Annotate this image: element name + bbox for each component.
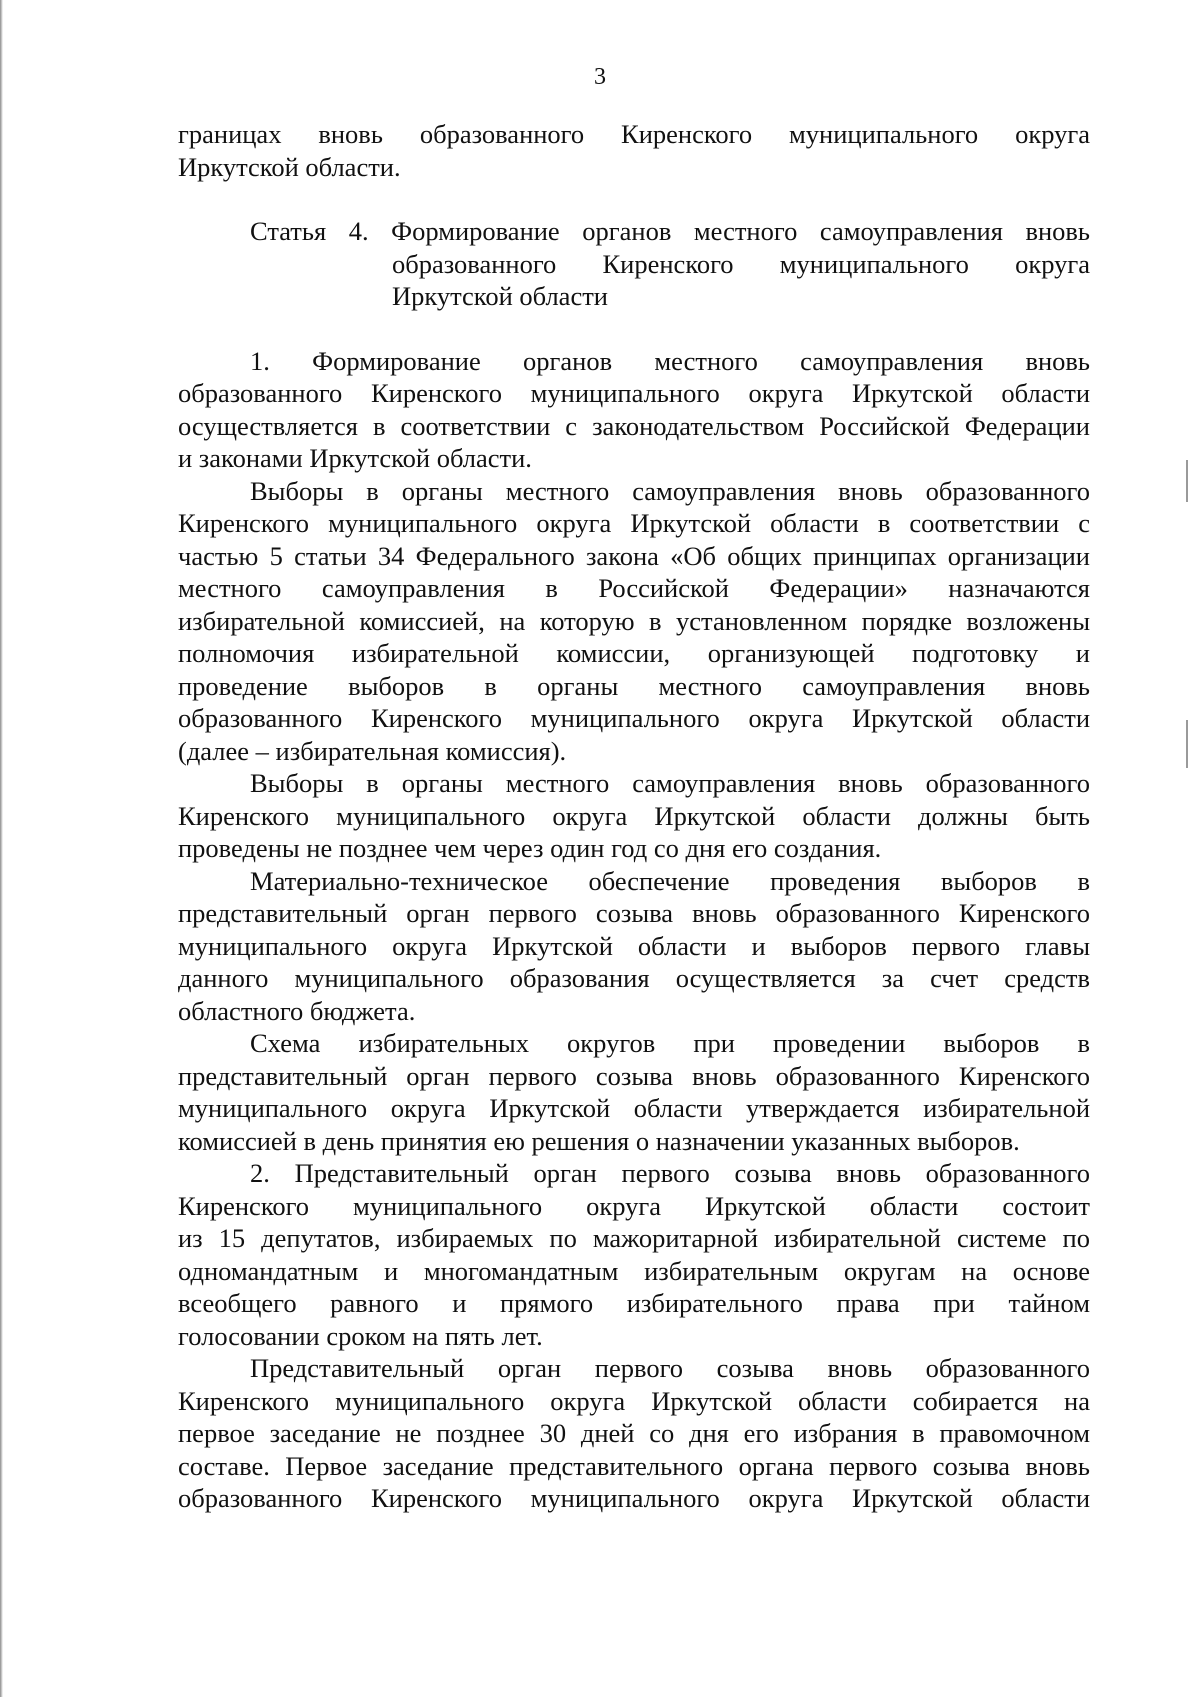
text-line: и законами Иркутской области. — [178, 443, 532, 473]
text-line: всеобщего равного и прямого избирательного права при тайном — [178, 1288, 1090, 1318]
text-line: Материально-техническое обеспечение проведения выборов в — [250, 865, 1090, 896]
text-line: Выборы в органы местного самоуправления вновь образованного — [250, 768, 1090, 798]
text-line: представительный орган первого созыва вновь образованного Киренского — [178, 1060, 1090, 1091]
text-line: (далее – избирательная комиссия). — [178, 735, 567, 766]
page-number: 3 — [594, 64, 606, 90]
text-line: образованного Киренского муниципального округа Иркутской области — [178, 1483, 1090, 1513]
text-line: Представительный орган первого созыва вновь образованного — [250, 1353, 1090, 1383]
text-line: областного бюджета. — [178, 995, 416, 1026]
paragraph-3 — [178, 767, 1090, 865]
text-line: Выборы в органы местного самоуправления вновь образованного — [250, 475, 1090, 506]
text-line: одномандатным и многомандатным избирательным округам на основе — [178, 1255, 1090, 1286]
text-line: голосовании сроком на пять лет. — [178, 1320, 543, 1351]
text-line: образованного Киренского муниципального округа Иркутской области — [178, 378, 1090, 408]
text-line: проведение выборов в органы местного самоуправления вновь — [178, 670, 1090, 701]
text-line: муниципального округа Иркутской области утверждается избирательной — [178, 1093, 1090, 1123]
scan-artifact-mark — [1186, 460, 1188, 502]
text-line: Схема избирательных округов при проведении выборов в — [250, 1028, 1090, 1058]
text-line: данного муниципального образования осуществляется за счет средств — [178, 963, 1090, 993]
text-line: Киренского муниципального округа Иркутской области состоит — [178, 1190, 1090, 1221]
paragraph-4 — [178, 865, 1090, 1028]
paragraph-7 — [178, 1352, 1090, 1515]
document-body — [178, 118, 1090, 1515]
article-heading — [178, 215, 1090, 313]
text-line: первое заседание не позднее 30 дней со дня его избрания в правомочном — [178, 1418, 1090, 1448]
article-title-line: Статья 4. Формирование органов местного самоуправления вновь — [250, 216, 1090, 246]
text-line: составе. Первое заседание представительного органа первого созыва вновь — [178, 1450, 1090, 1481]
text-line: местного самоуправления в Российской Федерации» назначаются — [178, 573, 1090, 603]
paragraph-6 — [178, 1157, 1090, 1352]
article-title-line: Иркутской области — [392, 281, 608, 311]
text-line: образованного Киренского муниципального округа Иркутской области — [178, 703, 1090, 733]
text-line: представительный орган первого созыва вновь образованного Киренского — [178, 898, 1090, 928]
text-line: 1. Формирование органов местного самоуправления вновь — [250, 345, 1090, 376]
text-line: Киренского муниципального округа Иркутской области собирается на — [178, 1385, 1090, 1416]
text-line: границах вновь образованного Киренского муниципального округа — [178, 119, 1090, 149]
text-line: Киренского муниципального округа Иркутской области в соответствии с — [178, 508, 1090, 538]
text-line: осуществляется в соответствии с законодательством Российской Федерации — [178, 410, 1090, 441]
paragraph-1 — [178, 345, 1090, 475]
text-line: избирательной комиссией, на которую в установленном порядке возложены — [178, 605, 1090, 636]
paragraph-2 — [178, 475, 1090, 768]
text-line: муниципального округа Иркутской области и выборов первого главы — [178, 930, 1090, 961]
text-line: Иркутской области. — [178, 151, 401, 182]
text-line: полномочия избирательной комиссии, организующей подготовку и — [178, 638, 1090, 668]
text-line: комиссией в день принятия ею решения о назначении указанных выборов. — [178, 1125, 1020, 1156]
article-title-line: образованного Киренского муниципального округа — [392, 248, 1090, 279]
text-line: частью 5 статьи 34 Федерального закона «Об общих принципах организации — [178, 540, 1090, 571]
text-line: проведены не позднее чем через один год со дня его создания. — [178, 833, 882, 863]
intro-paragraph — [178, 118, 1090, 183]
scan-artifact-mark — [1186, 720, 1188, 768]
scan-edge — [0, 0, 3, 1697]
text-line: Киренского муниципального округа Иркутской области должны быть — [178, 800, 1090, 831]
paragraph-5 — [178, 1027, 1090, 1157]
text-line: из 15 депутатов, избираемых по мажоритарной избирательной системе по — [178, 1223, 1090, 1253]
text-line: 2. Представительный орган первого созыва вновь образованного — [250, 1158, 1090, 1188]
